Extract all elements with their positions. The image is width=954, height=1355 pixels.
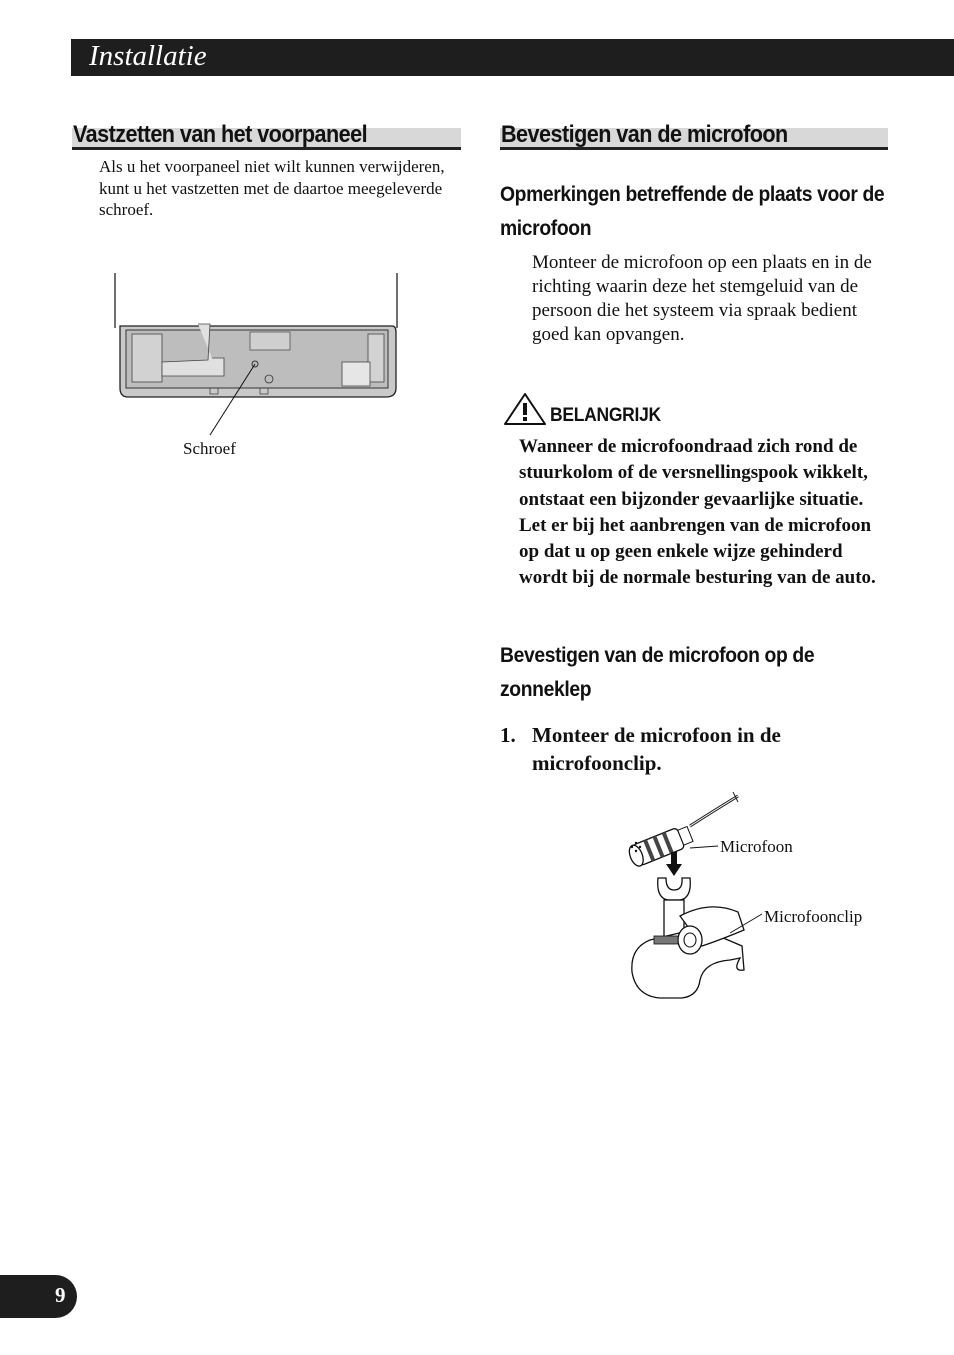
step-number: 1. <box>500 723 516 747</box>
section-heading-microfoon <box>500 121 888 150</box>
warning-text: Wanneer de microfoondraad zich rond de stuurkolom of de versnellingspook wikkelt, ontstaat een bijzonder gevaarlijke situatie. Let er bij het aanbrengen van de microfoon op dat u op geen enkele wijze gehinderd wordt bij de normale besturing van de auto. <box>519 436 876 589</box>
subsection-heading-plaats: Opmerkingen betreffende de plaats voor de microfoon <box>500 183 885 240</box>
microphone-clip-illustration <box>620 790 820 1010</box>
figure-label-microfoon: Microfoon <box>720 837 793 856</box>
figure-caption-schroef: Schroef <box>183 439 236 458</box>
subsection-heading-zonneklep: Bevestigen van de microfoon op de zonneklep <box>500 644 815 701</box>
front-panel-illustration <box>110 270 410 410</box>
voorpaneel-paragraph: Als u het voorpaneel niet wilt kunnen verwijderen, kunt u het vastzetten met de daartoe meegeleverde schroef. <box>99 157 445 219</box>
warning-label: BELANGRIJK <box>550 405 661 426</box>
section-title: Bevestigen van de microfoon <box>501 121 788 148</box>
warning-triangle-icon <box>503 392 547 426</box>
plaats-paragraph: Monteer de microfoon op een plaats en in de richting waarin deze het stemgeluid van de persoon die het systeem via spraak bedient goed kan opvangen. <box>532 252 872 345</box>
step-text: Monteer de microfoon in de microfoonclip. <box>532 723 781 775</box>
section-title: Vastzetten van het voorpaneel <box>73 121 368 148</box>
page-header <box>71 39 954 76</box>
section-heading-voorpaneel <box>72 121 461 150</box>
figure-label-microfoonclip: Microfoonclip <box>764 907 863 926</box>
page-title: Installatie <box>89 40 207 72</box>
page-number: 9 <box>55 1283 66 1307</box>
page-number-tab <box>0 1275 77 1318</box>
